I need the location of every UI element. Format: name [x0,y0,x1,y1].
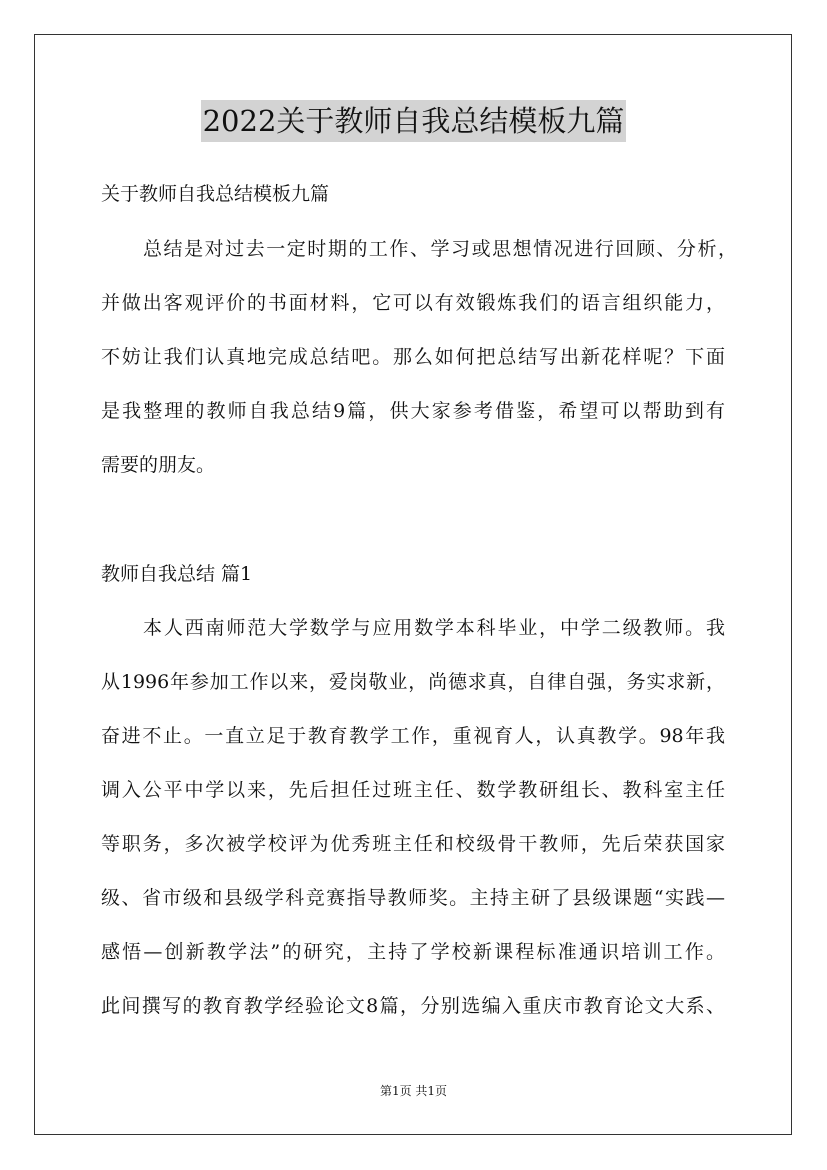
body-line-3: 奋进不止。一直立足于教育教学工作，重视育人，认真教学。98年我 [101,725,725,747]
page-footer: 第1页 共1页 [379,1084,448,1098]
body-line-4: 调入公平中学以来，先后担任过班主任、数学教研组长、教科室主任 [101,779,725,801]
body-line-5: 等职务，多次被学校评为优秀班主任和校级骨干教师，先后荣获国家 [101,833,725,855]
intro-line-5: 需要的朋友。 [101,454,216,476]
intro-line-4: 是我整理的教师自我总结9篇，供大家参考借鉴，希望可以帮助到有 [101,400,725,422]
body-line-6: 级、省市级和县级学科竞赛指导教师奖。主持主研了县级课题“实践— [101,887,725,909]
body-line-7: 感悟—创新教学法”的研究，主持了学校新课程标准通识培训工作。 [101,941,725,963]
document-title-wrapper [0,100,827,142]
body-line-8: 此间撰写的教育教学经验论文8篇，分别选编入重庆市教育论文大系、 [101,995,725,1017]
document-subtitle: 关于教师自我总结模板九篇 [101,183,330,205]
intro-line-3: 不妨让我们认真地完成总结吧。那么如何把总结写出新花样呢？下面 [101,346,725,368]
intro-line-2: 并做出客观评价的书面材料，它可以有效锻炼我们的语言组织能力， [101,292,725,314]
section-heading: 教师自我总结 篇1 [101,563,253,585]
document-title: 2022关于教师自我总结模板九篇 [201,100,627,142]
intro-line-1: 总结是对过去一定时期的工作、学习或思想情况进行回顾、分析， [143,238,737,260]
body-line-1: 本人西南师范大学数学与应用数学本科毕业，中学二级教师。我 [143,617,725,639]
body-line-2: 从1996年参加工作以来，爱岗敬业，尚德求真，自律自强，务实求新， [101,671,725,693]
